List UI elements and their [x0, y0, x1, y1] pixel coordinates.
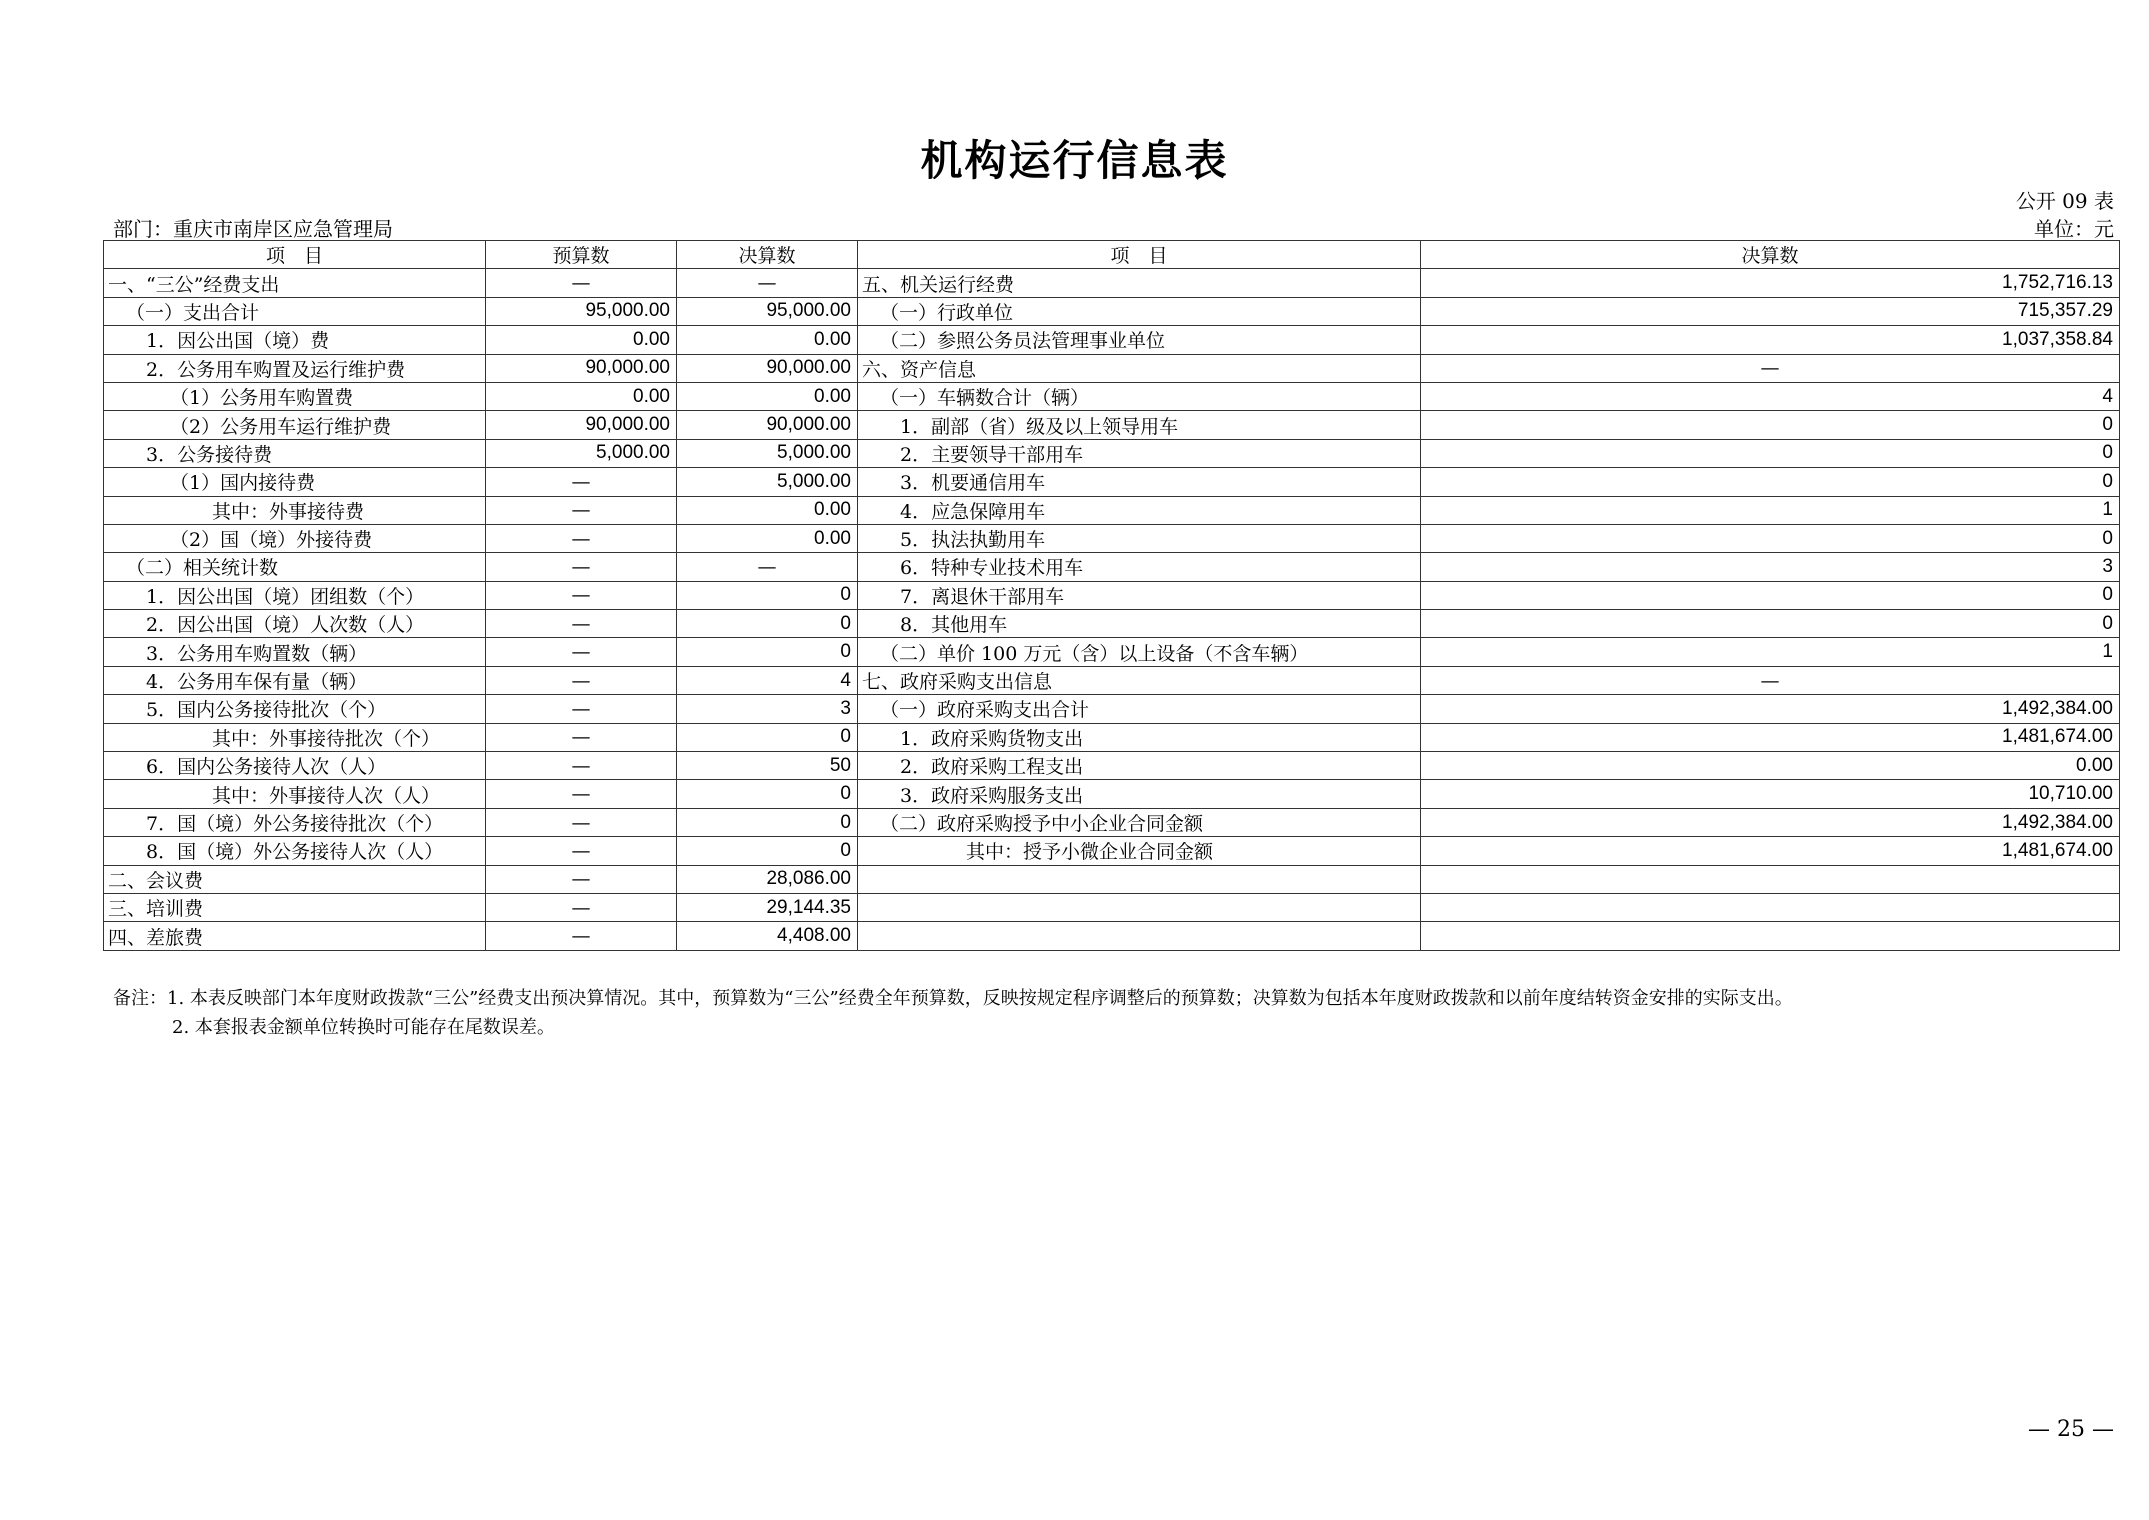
final-cell: 4 — [677, 666, 858, 694]
page-number: — 25 — — [2028, 1417, 2114, 1442]
left-item-cell: 一、“三公”经费支出 — [104, 269, 486, 297]
right-final-cell: — — [1421, 666, 2120, 694]
final-cell: 0 — [677, 610, 858, 638]
right-item-cell: 2．主要领导干部用车 — [858, 439, 1421, 467]
header-item-right: 项 目 — [858, 241, 1421, 269]
budget-cell: — — [486, 695, 677, 723]
info-table — [103, 240, 2120, 951]
budget-cell: 0.00 — [486, 326, 677, 354]
final-cell: 0 — [677, 808, 858, 836]
left-item-cell: （1）国内接待费 — [104, 468, 486, 496]
left-item-cell: 其中：外事接待人次（人） — [104, 780, 486, 808]
right-item-cell: （一）行政单位 — [858, 297, 1421, 325]
final-cell: 5,000.00 — [677, 439, 858, 467]
final-cell: 0.00 — [677, 382, 858, 410]
budget-cell: 90,000.00 — [486, 411, 677, 439]
budget-cell: — — [486, 808, 677, 836]
left-item-cell: （1）公务用车购置费 — [104, 382, 486, 410]
right-final-cell: 0 — [1421, 468, 2120, 496]
right-final-cell: 0 — [1421, 610, 2120, 638]
right-final-cell: — — [1421, 354, 2120, 382]
right-item-cell: （二）参照公务员法管理事业单位 — [858, 326, 1421, 354]
header-budget: 预算数 — [486, 241, 677, 269]
right-final-cell: 0 — [1421, 524, 2120, 552]
right-item-cell: 3．机要通信用车 — [858, 468, 1421, 496]
left-item-cell: （2）国（境）外接待费 — [104, 524, 486, 552]
budget-cell: — — [486, 581, 677, 609]
budget-cell: 90,000.00 — [486, 354, 677, 382]
right-item-cell: （一）政府采购支出合计 — [858, 695, 1421, 723]
right-item-cell: （一）车辆数合计（辆） — [858, 382, 1421, 410]
left-item-cell: 4．公务用车保有量（辆） — [104, 666, 486, 694]
right-final-cell: 1,752,716.13 — [1421, 269, 2120, 297]
table-row — [104, 553, 2120, 581]
left-item-cell: 7．国（境）外公务接待批次（个） — [104, 808, 486, 836]
budget-cell: 95,000.00 — [486, 297, 677, 325]
budget-cell: — — [486, 780, 677, 808]
budget-cell: 5,000.00 — [486, 439, 677, 467]
header-final-right: 决算数 — [1421, 241, 2120, 269]
right-item-cell — [858, 893, 1421, 921]
right-item-cell: 5．执法执勤用车 — [858, 524, 1421, 552]
right-final-cell: 1,037,358.84 — [1421, 326, 2120, 354]
table-row — [104, 808, 2120, 836]
final-cell: 3 — [677, 695, 858, 723]
table-body — [104, 269, 2120, 950]
table-row — [104, 468, 2120, 496]
left-item-cell: 6．国内公务接待人次（人） — [104, 752, 486, 780]
left-item-cell: 5．国内公务接待批次（个） — [104, 695, 486, 723]
final-cell: 0.00 — [677, 496, 858, 524]
right-final-cell: 0.00 — [1421, 752, 2120, 780]
header-item: 项 目 — [104, 241, 486, 269]
right-final-cell: 715,357.29 — [1421, 297, 2120, 325]
budget-cell: — — [486, 638, 677, 666]
table-row — [104, 666, 2120, 694]
right-item-cell: 五、机关运行经费 — [858, 269, 1421, 297]
left-item-cell: 8．国（境）外公务接待人次（人） — [104, 837, 486, 865]
final-cell: 0 — [677, 638, 858, 666]
final-cell: 90,000.00 — [677, 354, 858, 382]
right-item-cell: 其中：授予小微企业合同金额 — [858, 837, 1421, 865]
table-row — [104, 524, 2120, 552]
budget-cell: — — [486, 922, 677, 950]
final-cell: 0 — [677, 723, 858, 751]
right-item-cell: （二）单价 100 万元（含）以上设备（不含车辆） — [858, 638, 1421, 666]
budget-cell: — — [486, 496, 677, 524]
final-cell: 4,408.00 — [677, 922, 858, 950]
left-item-cell: 四、差旅费 — [104, 922, 486, 950]
left-item-cell: 三、培训费 — [104, 893, 486, 921]
final-cell: 95,000.00 — [677, 297, 858, 325]
right-final-cell: 4 — [1421, 382, 2120, 410]
final-cell: 0.00 — [677, 524, 858, 552]
right-item-cell: （二）政府采购授予中小企业合同金额 — [858, 808, 1421, 836]
left-item-cell: 2．因公出国（境）人次数（人） — [104, 610, 486, 638]
budget-cell: — — [486, 865, 677, 893]
budget-cell: 0.00 — [486, 382, 677, 410]
right-final-cell — [1421, 922, 2120, 950]
left-item-cell: 1．因公出国（境）团组数（个） — [104, 581, 486, 609]
table-row — [104, 695, 2120, 723]
right-final-cell: 1 — [1421, 496, 2120, 524]
final-cell: 0 — [677, 837, 858, 865]
final-cell: 0 — [677, 780, 858, 808]
right-final-cell: 0 — [1421, 411, 2120, 439]
page-title: 机构运行信息表 — [920, 136, 1229, 185]
note-line-2: 2. 本套报表金额单位转换时可能存在尾数误差。 — [172, 1017, 555, 1038]
final-cell: — — [677, 269, 858, 297]
left-item-cell: 1．因公出国（境）费 — [104, 326, 486, 354]
table-row — [104, 638, 2120, 666]
final-cell: 0.00 — [677, 326, 858, 354]
table-row — [104, 837, 2120, 865]
right-final-cell: 0 — [1421, 581, 2120, 609]
notes — [113, 984, 1793, 1042]
final-cell: 50 — [677, 752, 858, 780]
budget-cell: — — [486, 468, 677, 496]
table-row — [104, 326, 2120, 354]
right-item-cell: 1．政府采购货物支出 — [858, 723, 1421, 751]
right-final-cell: 1,492,384.00 — [1421, 808, 2120, 836]
budget-cell: — — [486, 723, 677, 751]
budget-cell: — — [486, 553, 677, 581]
left-item-cell: 二、会议费 — [104, 865, 486, 893]
table-header-row — [104, 241, 2120, 269]
final-cell: 90,000.00 — [677, 411, 858, 439]
right-final-cell: 1,481,674.00 — [1421, 837, 2120, 865]
budget-cell: — — [486, 610, 677, 638]
table-row — [104, 610, 2120, 638]
budget-cell: — — [486, 837, 677, 865]
table-row — [104, 354, 2120, 382]
left-item-cell: 其中：外事接待批次（个） — [104, 723, 486, 751]
right-final-cell: 1,481,674.00 — [1421, 723, 2120, 751]
budget-cell: — — [486, 524, 677, 552]
budget-cell: — — [486, 269, 677, 297]
table-row — [104, 752, 2120, 780]
left-item-cell: （一）支出合计 — [104, 297, 486, 325]
header-final: 决算数 — [677, 241, 858, 269]
table-row — [104, 922, 2120, 950]
right-item-cell: 六、资产信息 — [858, 354, 1421, 382]
table-row — [104, 780, 2120, 808]
table-row — [104, 297, 2120, 325]
final-cell: 5,000.00 — [677, 468, 858, 496]
left-item-cell: 3．公务接待费 — [104, 439, 486, 467]
left-item-cell: 其中：外事接待费 — [104, 496, 486, 524]
right-item-cell: 7．离退休干部用车 — [858, 581, 1421, 609]
table-row — [104, 439, 2120, 467]
table-row — [104, 411, 2120, 439]
right-item-cell: 6．特种专业技术用车 — [858, 553, 1421, 581]
right-item-cell: 1．副部（省）级及以上领导用车 — [858, 411, 1421, 439]
budget-cell: — — [486, 666, 677, 694]
final-cell: — — [677, 553, 858, 581]
final-cell: 29,144.35 — [677, 893, 858, 921]
department-label: 部门：重庆市南岸区应急管理局 — [113, 217, 393, 241]
right-item-cell — [858, 922, 1421, 950]
left-item-cell: 3．公务用车购置数（辆） — [104, 638, 486, 666]
right-final-cell: 0 — [1421, 439, 2120, 467]
table-code: 公开 09 表 — [2015, 189, 2114, 213]
right-final-cell: 10,710.00 — [1421, 780, 2120, 808]
right-item-cell: 3．政府采购服务支出 — [858, 780, 1421, 808]
right-final-cell — [1421, 865, 2120, 893]
left-item-cell: （2）公务用车运行维护费 — [104, 411, 486, 439]
final-cell: 28,086.00 — [677, 865, 858, 893]
table-row — [104, 382, 2120, 410]
right-item-cell: 8．其他用车 — [858, 610, 1421, 638]
table-row — [104, 893, 2120, 921]
right-final-cell — [1421, 893, 2120, 921]
table-row — [104, 581, 2120, 609]
table-row — [104, 269, 2120, 297]
right-item-cell: 七、政府采购支出信息 — [858, 666, 1421, 694]
unit-label: 单位：元 — [2034, 217, 2114, 241]
note-line-1: 备注：1. 本表反映部门本年度财政拨款“三公”经费支出预决算情况。其中，预算数为“三公”经费全年预算数，反映按规定程序调整后的预算数；决算数为包括本年度财政拨款和以前年度结转资金安排的实际支出。 — [113, 988, 1793, 1009]
right-item-cell: 2．政府采购工程支出 — [858, 752, 1421, 780]
left-item-cell: 2．公务用车购置及运行维护费 — [104, 354, 486, 382]
right-final-cell: 3 — [1421, 553, 2120, 581]
right-item-cell — [858, 865, 1421, 893]
table-row — [104, 496, 2120, 524]
table-row — [104, 865, 2120, 893]
table-row — [104, 723, 2120, 751]
right-final-cell: 1,492,384.00 — [1421, 695, 2120, 723]
right-item-cell: 4．应急保障用车 — [858, 496, 1421, 524]
left-item-cell: （二）相关统计数 — [104, 553, 486, 581]
right-final-cell: 1 — [1421, 638, 2120, 666]
final-cell: 0 — [677, 581, 858, 609]
budget-cell: — — [486, 752, 677, 780]
budget-cell: — — [486, 893, 677, 921]
